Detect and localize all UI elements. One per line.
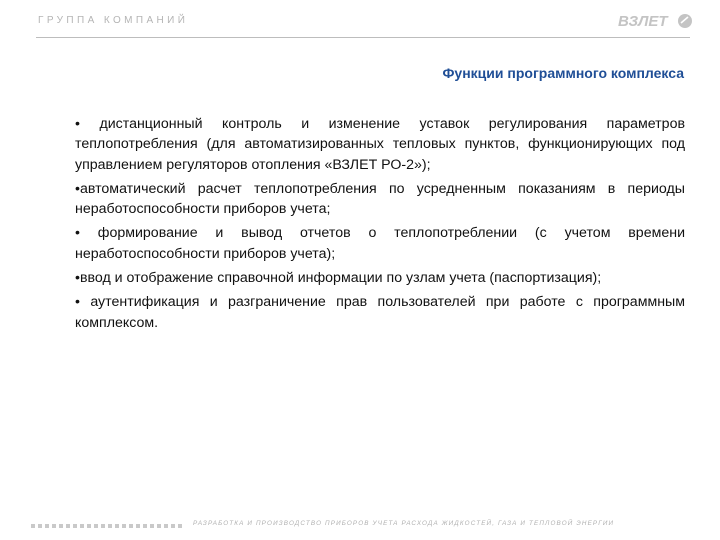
logo-mark-icon: [678, 14, 692, 28]
function-item: • дистанционный контроль и изменение уставок регулирования параметров теплопотребления (для автоматизированных тепловых пунктов, функционирующих под управлением регуляторов отопления «ВЗЛЕТ РО-2»);: [75, 116, 685, 173]
function-item: • формирование и вывод отчетов о теплопотреблении (с учетом времени неработоспособности приборов учета);: [75, 225, 685, 262]
slide-title: Функции программного комплекса: [442, 65, 684, 81]
function-item: •автоматический расчет теплопотребления по усредненным показаниям в периоды неработоспособности приборов учета;: [75, 180, 685, 218]
function-item: • аутентификация и разграничение прав пользователей при работе с программным комплексом.: [75, 294, 685, 331]
footer-dots: [31, 524, 182, 530]
footer-tagline: РАЗРАБОТКА И ПРОИЗВОДСТВО ПРИБОРОВ УЧЕТА РАСХОДА ЖИДКОСТЕЙ, ГАЗА И ТЕПЛОВОЙ ЭНЕРГИИ: [193, 520, 615, 527]
logo-text: ВЗЛЕТ: [618, 13, 668, 30]
function-item: •ввод и отображение справочной информации по узлам учета (паспортизация);: [75, 270, 602, 287]
group-label: ГРУППА КОМПАНИЙ: [38, 15, 189, 26]
function-list: [75, 114, 685, 337]
company-logo: [618, 12, 694, 30]
header-divider: [36, 37, 690, 38]
